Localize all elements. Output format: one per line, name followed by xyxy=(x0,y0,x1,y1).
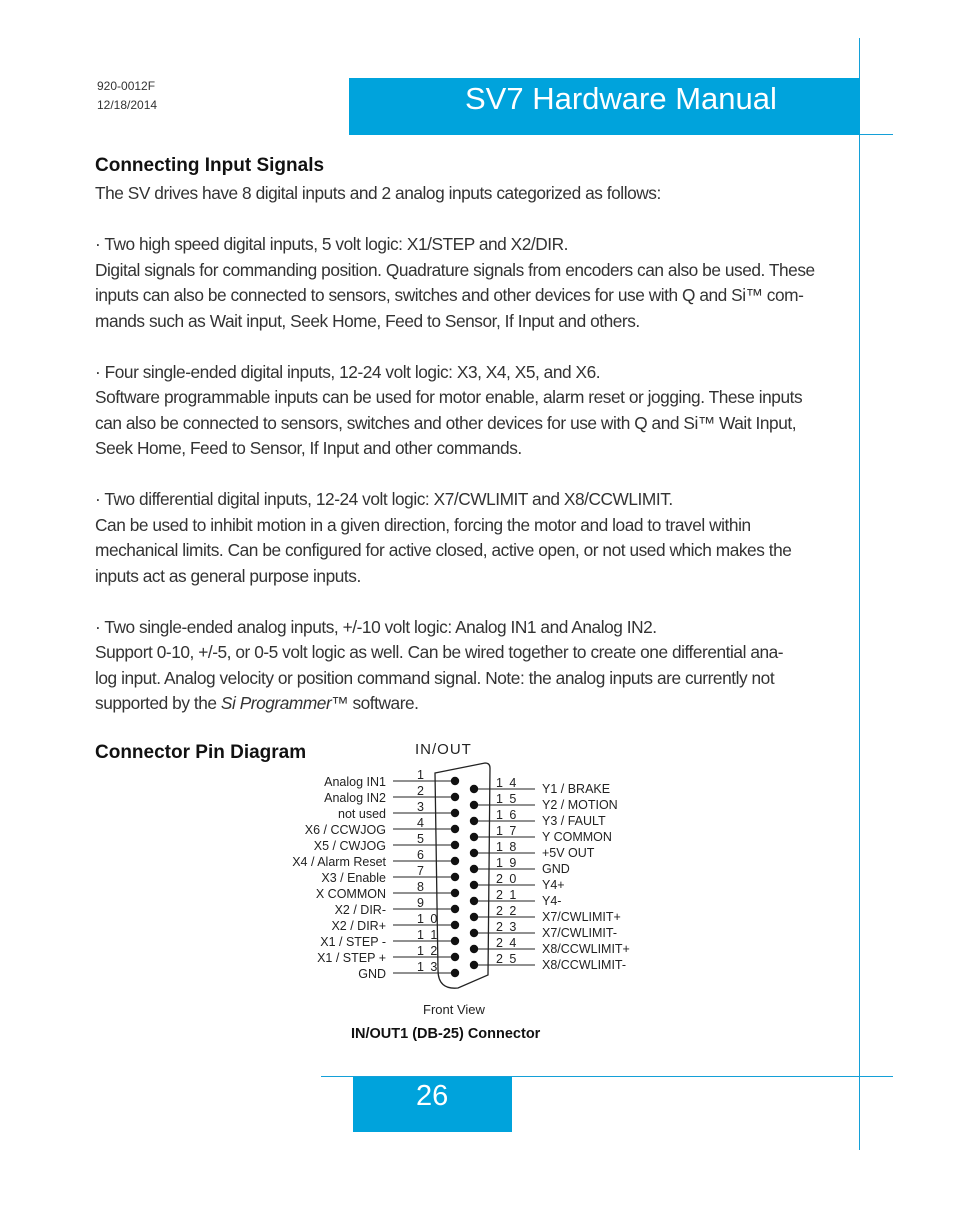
pin-number: 1 0 xyxy=(417,912,439,926)
pin-label: X6 / CCWJOG xyxy=(304,823,386,837)
bullet4-line: log input. Analog velocity or position command signal. Note: the analog inputs are currently not xyxy=(95,667,775,688)
pin-number: 1 4 xyxy=(496,776,518,790)
pin-dot xyxy=(451,969,459,977)
pin-label: X2 / DIR- xyxy=(334,903,386,917)
pin-label: Y1 / BRAKE xyxy=(542,782,611,796)
pin-dot xyxy=(470,785,478,793)
pin-dot xyxy=(470,961,478,969)
pin-label: Analog IN1 xyxy=(324,775,386,789)
bullet4-last-post: software. xyxy=(348,693,419,713)
pin-number: 7 xyxy=(417,864,426,878)
bullet1-line: inputs can also be connected to sensors, switches and other devices for use with Q and Si™ com- xyxy=(95,285,804,305)
pin-dot xyxy=(470,849,478,857)
pin-dot xyxy=(451,905,459,913)
pin-label: GND xyxy=(358,967,386,981)
pin-label: Y3 / FAULT xyxy=(542,814,606,828)
pin-number: 4 xyxy=(417,816,426,830)
pin-number: 1 1 xyxy=(417,928,439,942)
pin-dot xyxy=(470,881,478,889)
pin-number: 2 2 xyxy=(496,904,518,918)
pin-label: not used xyxy=(338,807,386,821)
pin-dot xyxy=(451,793,459,801)
bullet2-line: Seek Home, Feed to Sensor, If Input and other commands. xyxy=(95,438,522,458)
pin-label: Y4+ xyxy=(542,878,565,892)
pin-number: 9 xyxy=(417,896,426,910)
pin-number: 2 1 xyxy=(496,888,518,902)
pin-dot xyxy=(470,897,478,905)
front-view-label: Front View xyxy=(423,1002,485,1017)
pin-label: X7/CWLIMIT- xyxy=(542,926,618,940)
pin-dot xyxy=(470,833,478,841)
pin-label: X3 / Enable xyxy=(321,871,386,885)
pin-number: 1 3 xyxy=(417,960,439,974)
bullet2-line: can also be connected to sensors, switches and other devices for use with Q and Si™ Wait Input, xyxy=(95,412,797,433)
software-name: Si Programmer™ xyxy=(220,693,349,713)
pin-dot xyxy=(451,937,459,945)
doc-date: 12/18/2014 xyxy=(97,98,158,112)
pin-dot xyxy=(470,801,478,809)
diagram-caption: IN/OUT1 (DB-25) Connector xyxy=(351,1026,541,1042)
pin-label: X8/CCWLIMIT- xyxy=(542,958,627,972)
pin-number: 2 3 xyxy=(496,920,518,934)
bullet4-line: · Two single-ended analog inputs, +/-10 volt logic: Analog IN1 and Analog IN2. xyxy=(95,616,657,637)
db25-shell xyxy=(435,763,490,988)
pin-dot xyxy=(470,865,478,873)
pin-dot xyxy=(451,873,459,881)
pin-dot xyxy=(470,929,478,937)
bullet1-line: mands such as Wait input, Seek Home, Feed to Sensor, If Input and others. xyxy=(95,310,640,331)
pin-number: 2 xyxy=(417,784,426,798)
bullet2-line: · Four single-ended digital inputs, 12-24 volt logic: X3, X4, X5, and X6. xyxy=(95,361,601,382)
diagram-title: IN/OUT xyxy=(415,741,472,758)
pin-label: Y4- xyxy=(542,894,562,908)
pin-number: 1 5 xyxy=(496,792,518,806)
bullet2-line: Software programmable inputs can be used for motor enable, alarm reset or jogging. These inputs xyxy=(95,387,803,407)
pin-number: 1 7 xyxy=(496,824,518,838)
pin-label: X1 / STEP + xyxy=(317,951,386,965)
pin-dot xyxy=(451,777,459,785)
pin-number: 5 xyxy=(417,832,426,846)
section-heading-pin-diagram: Connector Pin Diagram xyxy=(95,742,307,763)
page-title: SV7 Hardware Manual xyxy=(465,81,777,116)
bullet3-line: mechanical limits. Can be configured for active closed, active open, or not used which makes the xyxy=(95,540,792,560)
bullet3-line: · Two differential digital inputs, 12-24 volt logic: X7/CWLIMIT and X8/CCWLIMIT. xyxy=(95,489,673,509)
bullet4-line: Support 0-10, +/-5, or 0-5 volt logic as well. Can be wired together to create one differential ana- xyxy=(95,642,784,662)
pin-label: Y COMMON xyxy=(542,830,612,844)
bullet4-last-pre: supported by the xyxy=(95,693,221,713)
pin-number: 2 0 xyxy=(496,872,518,886)
bullet3-line: Can be used to inhibit motion in a given direction, forcing the motor and load to travel within xyxy=(95,514,751,535)
pin-number: 2 5 xyxy=(496,952,518,966)
pin-label: X7/CWLIMIT+ xyxy=(542,910,621,924)
page-number: 26 xyxy=(416,1080,449,1112)
pin-dot xyxy=(451,857,459,865)
bullet4-last-line xyxy=(95,691,830,717)
pin-label: X COMMON xyxy=(315,887,386,901)
header-rule xyxy=(860,134,893,135)
pin-number: 1 2 xyxy=(417,944,439,958)
pin-label: +5V OUT xyxy=(542,846,595,860)
pin-label: Y2 / MOTION xyxy=(542,798,618,812)
pin-dot xyxy=(451,953,459,961)
pin-dot xyxy=(451,825,459,833)
intro-line: The SV drives have 8 digital inputs and 2 analog inputs categorized as follows: xyxy=(95,183,661,203)
body-text xyxy=(95,181,830,717)
pin-number: 3 xyxy=(417,800,426,814)
pin-number: 8 xyxy=(417,880,426,894)
pin-label: X8/CCWLIMIT+ xyxy=(542,942,630,956)
pin-label: X1 / STEP - xyxy=(320,935,386,949)
pin-number: 1 9 xyxy=(496,856,518,870)
bullet3-line: inputs act as general purpose inputs. xyxy=(95,565,361,586)
pin-label: X2 / DIR+ xyxy=(331,919,386,933)
pin-label: GND xyxy=(542,862,570,876)
pin-label: Analog IN2 xyxy=(324,791,386,805)
pin-dot xyxy=(451,921,459,929)
pin-dot xyxy=(470,945,478,953)
vertical-rule xyxy=(859,38,860,1150)
pin-dot xyxy=(451,841,459,849)
pin-number: 1 6 xyxy=(496,808,518,822)
pin-dot xyxy=(470,913,478,921)
pin-number: 2 4 xyxy=(496,936,518,950)
title-banner xyxy=(349,78,860,135)
section-heading-input-signals: Connecting Input Signals xyxy=(95,155,325,176)
pin-label: X4 / Alarm Reset xyxy=(292,855,386,869)
bullet1-line: · Two high speed digital inputs, 5 volt logic: X1/STEP and X2/DIR. xyxy=(95,234,569,254)
doc-number: 920-0012F xyxy=(97,79,156,93)
pin-dot xyxy=(451,809,459,817)
bullet1-line: Digital signals for commanding position. Quadrature signals from encoders can also be used. These xyxy=(95,259,815,280)
pin-dot xyxy=(470,817,478,825)
pin-number: 6 xyxy=(417,848,426,862)
pin-number: 1 xyxy=(417,768,426,782)
page-number-box xyxy=(353,1077,512,1132)
pin-dot xyxy=(451,889,459,897)
pin-label: X5 / CWJOG xyxy=(313,839,386,853)
pin-number: 1 8 xyxy=(496,840,518,854)
